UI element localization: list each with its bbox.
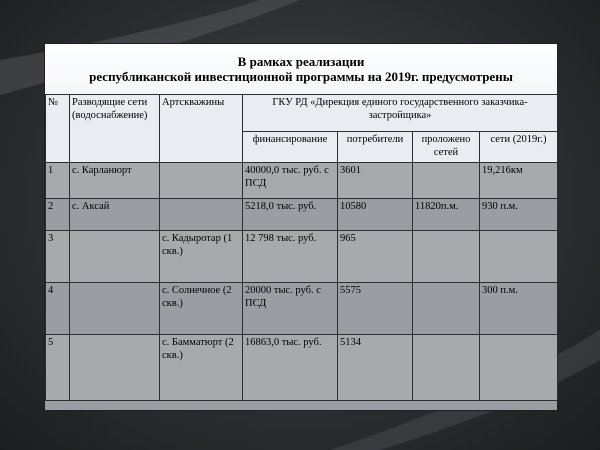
cell-networks: с. Карланюрт [70,163,160,199]
header-nets2019: сети (2019г.) [480,132,558,163]
table-row [46,335,558,401]
header-gku: ГКУ РД «Дирекция единого государственного заказчика-застройщика» [243,95,558,132]
cell-nets2019 [480,335,558,401]
cell-num: 2 [46,199,70,231]
table-row [46,199,558,231]
header-wells: Артскважины [160,95,243,163]
cell-networks [70,283,160,335]
cell-num: 1 [46,163,70,199]
cell-financing: 20000 тыс. руб. с ПСД [243,283,338,335]
header-num: № [46,95,70,163]
cell-laid [413,231,480,283]
cell-laid [413,283,480,335]
title-line-1: В рамках реализации [237,54,365,69]
cell-wells: с. Кадыротар (1 скв.) [160,231,243,283]
cell-consumers: 5575 [338,283,413,335]
cell-consumers: 3601 [338,163,413,199]
header-networks: Разводящие сети (водоснабжение) [70,95,160,163]
cell-consumers: 5134 [338,335,413,401]
slide-table-frame [44,43,558,411]
cell-networks [70,335,160,401]
cell-consumers: 965 [338,231,413,283]
cell-financing: 12 798 тыс. руб. [243,231,338,283]
cell-num: 4 [46,283,70,335]
cell-nets2019: 19,216км [480,163,558,199]
header-consumers: потребители [338,132,413,163]
table-row [46,283,558,335]
cell-financing: 5218,0 тыс. руб. [243,199,338,231]
table-row [46,231,558,283]
cell-num: 5 [46,335,70,401]
cell-wells [160,199,243,231]
cell-financing: 16863,0 тыс. руб. [243,335,338,401]
cell-wells [160,163,243,199]
cell-consumers: 10580 [338,199,413,231]
cell-networks: с. Аксай [70,199,160,231]
cell-wells: с. Солнечное (2 скв.) [160,283,243,335]
title-line-2: республиканской инвестиционной программы на 2019г. предусмотрены [89,69,513,84]
cell-nets2019 [480,231,558,283]
cell-laid: 11820п.м. [413,199,480,231]
cell-nets2019: 930 п.м. [480,199,558,231]
cell-financing: 40000,0 тыс. руб. с ПСД [243,163,338,199]
cell-nets2019: 300 п.м. [480,283,558,335]
header-financing: финансирование [243,132,338,163]
program-table [45,94,558,401]
header-row-1 [46,95,558,132]
cell-wells: с. Бамматюрт (2 скв.) [160,335,243,401]
cell-networks [70,231,160,283]
header-laid: проложено сетей [413,132,480,163]
cell-num: 3 [46,231,70,283]
table-row [46,163,558,199]
slide-title [45,44,557,95]
cell-laid [413,163,480,199]
cell-laid [413,335,480,401]
